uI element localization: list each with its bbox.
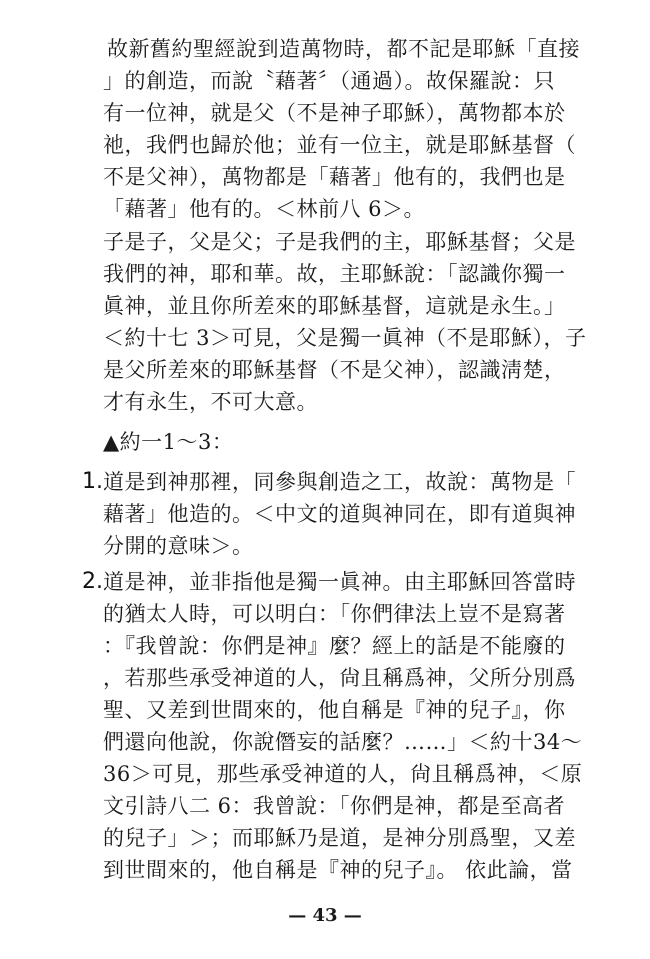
- text-line: 道是到神那裡，同參與創造之工，故說：萬物是「: [103, 470, 576, 494]
- item-number: 2.: [82, 569, 103, 594]
- text-line: 故新舊約聖經說到造萬物時，都不記是耶穌「直接: [107, 37, 580, 61]
- text-line: 才有永生，不可大意。: [103, 390, 318, 414]
- text-line: 的猶太人時，可以明白：「你們律法上豈不是寫著: [103, 602, 566, 626]
- section-heading: ▲約一1～3：: [103, 430, 234, 454]
- text-line: 我們的神，耶和華。故，主耶穌說：「認識你獨一: [103, 262, 566, 286]
- page-number: — 43 —: [288, 905, 362, 926]
- text-line: 是父所差來的耶穌基督（不是父神），認識淸楚，: [103, 358, 566, 382]
- text-line: 子是子，父是父；子是我們的主，耶穌基督；父是: [103, 230, 576, 254]
- text-line: 有一位神，就是父（不是神子耶穌），萬物都本於: [103, 101, 566, 125]
- text-line: 的兒子」＞；而耶穌乃是道，是神分別爲聖，又差: [103, 826, 576, 850]
- item-number: 1.: [82, 469, 103, 494]
- text-line: 不是父神），萬物都是「藉著」他有的，我們也是: [103, 165, 566, 189]
- text-line: 祂，我們也歸於他；並有一位主，就是耶穌基督（: [103, 133, 576, 157]
- text-line: 「藉著」他有的。＜林前八 6＞。: [103, 197, 426, 221]
- text-line: 道是神，並非指他是獨一眞神。由主耶穌回答當時: [103, 570, 576, 594]
- text-line: 眞神，並且你所差來的耶穌基督，這就是永生。」: [103, 294, 566, 318]
- text-line: ：『我曾說：你們是神』麼？經上的話是不能廢的: [103, 634, 566, 658]
- text-line: 分開的意味＞。: [103, 534, 254, 558]
- text-line: ＜約十七 3＞可見，父是獨一眞神（不是耶穌），子: [103, 326, 587, 350]
- text-line: 文引詩八二 6：我曾說：「你們是神，都是至高者: [103, 794, 566, 818]
- text-line: 」的創造，而說〝藉著〞（通過）。故保羅說：只: [103, 69, 555, 93]
- text-line: 36＞可見，那些承受神道的人，尙且稱爲神，＜原: [103, 762, 583, 786]
- text-line: 們還向他說，你說僭妄的話麼？……」＜約十34～: [103, 730, 583, 754]
- text-line: 到世間來的，他自稱是『神的兒子』。 依此論，當: [103, 858, 573, 882]
- text-line: 聖、又差到世間來的，他自稱是『神的兒子』，你: [103, 698, 566, 722]
- text-line: ，若那些承受神道的人，尙且稱爲神，父所分別爲: [103, 666, 576, 690]
- text-line: 藉著」他造的。＜中文的道與神同在，即有道與神: [103, 502, 576, 526]
